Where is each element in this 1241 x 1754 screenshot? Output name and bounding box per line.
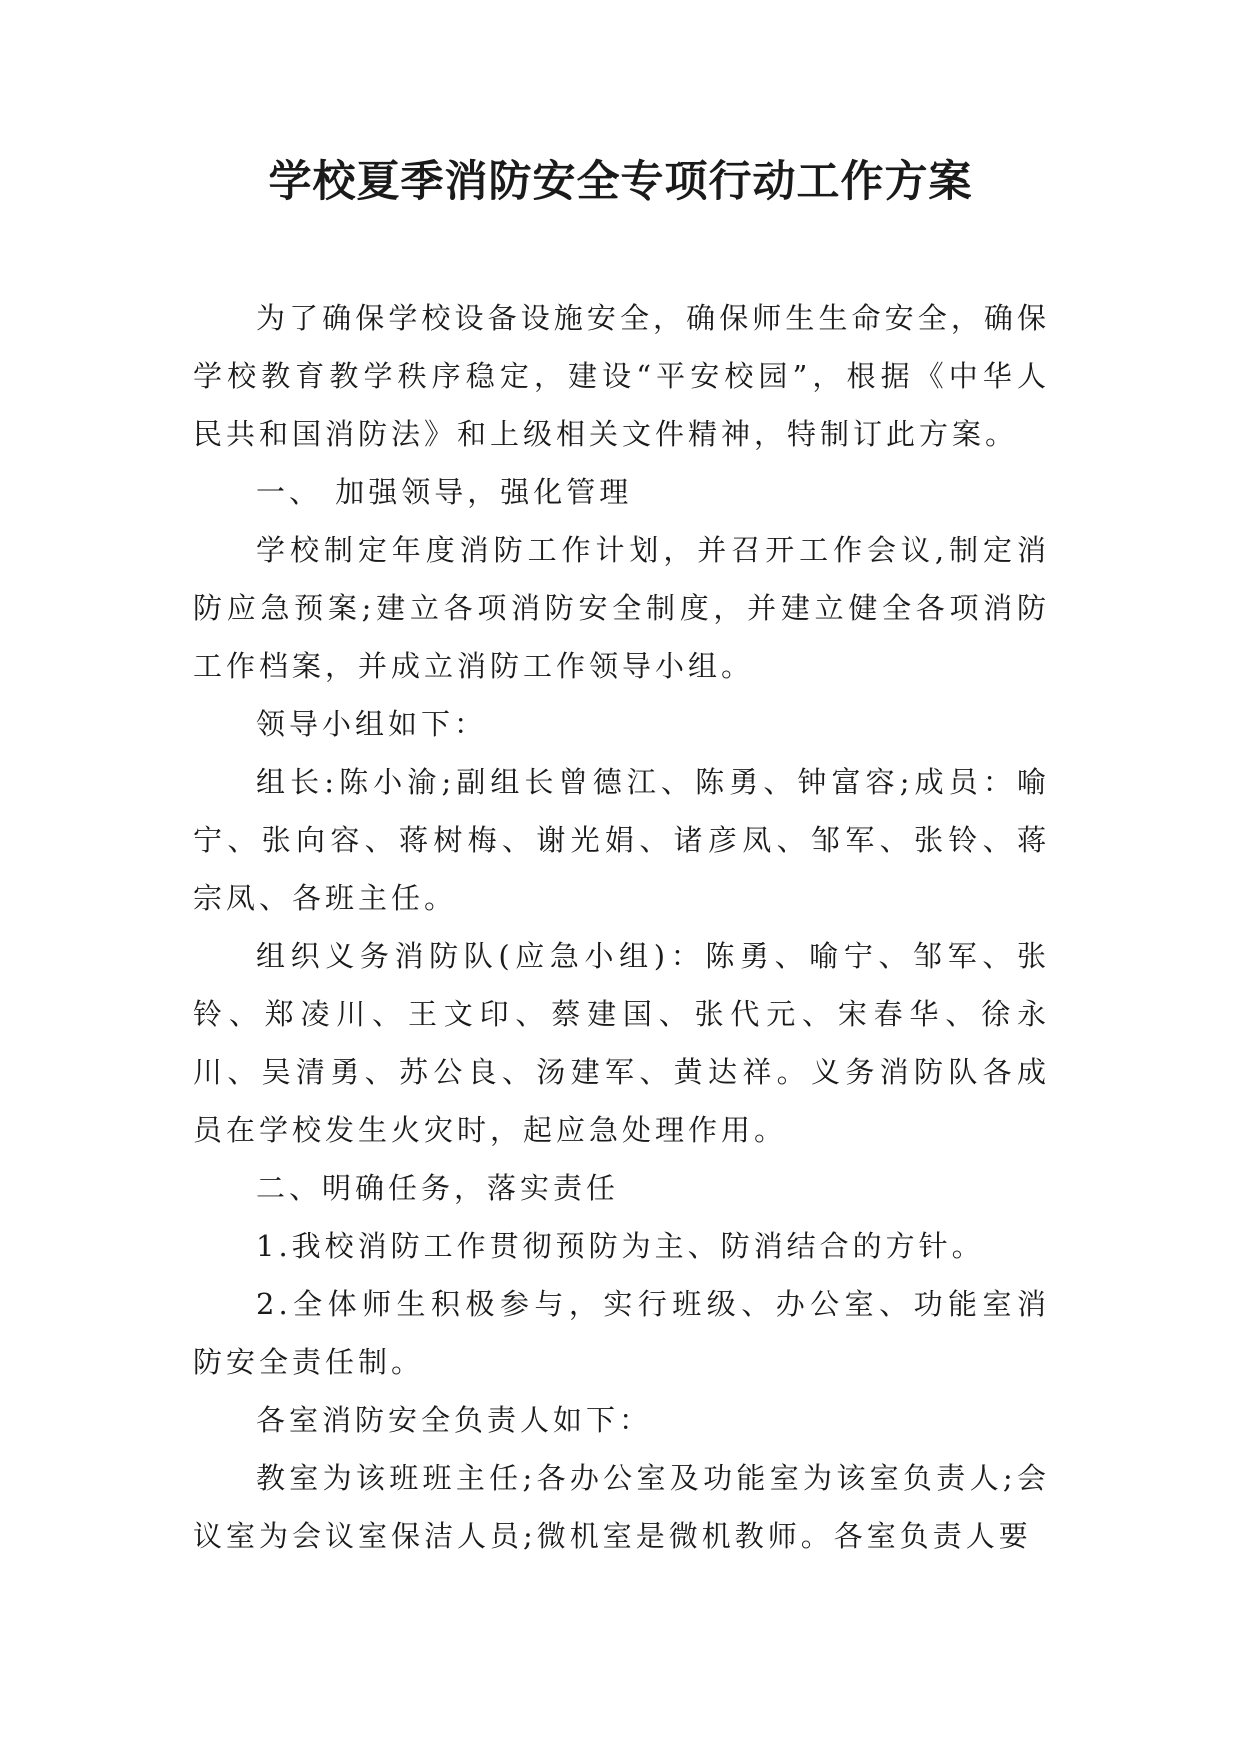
paragraph-leadership-intro: 领导小组如下： — [256, 707, 488, 741]
paragraph-fire-brigade: 组织义务消防队(应急小组)：陈勇、喻宁、邹军、张铃、郑凌川、王文印、蔡建国、张代元、宋春华、徐永川、吴清勇、苏公良、汤建军、黄达祥。义务消防队各成员在学校发生火灾时，起应急处理作用。 — [193, 939, 1050, 1147]
list-item-1: 1.我校消防工作贯彻预防为主、防消结合的方针。 — [256, 1229, 985, 1263]
section-heading-2: 二、明确任务，落实责任 — [256, 1171, 620, 1205]
paragraph-plan: 学校制定年度消防工作计划，并召开工作会议,制定消防应急预案;建立各项消防安全制度，并建立健全各项消防工作档案，并成立消防工作领导小组。 — [193, 533, 1050, 683]
paragraph-room-heads-intro: 各室消防安全负责人如下： — [256, 1403, 653, 1437]
list-item-2: 2.全体师生积极参与，实行班级、办公室、功能室消防安全责任制。 — [193, 1287, 1050, 1379]
paragraph-room-heads: 教室为该班班主任;各办公室及功能室为该室负责人;会议室为会议室保洁人员;微机室是微机教师。各室负责人要 — [193, 1461, 1050, 1553]
section-heading-1: 一、 加强领导，强化管理 — [256, 475, 633, 509]
document-body — [193, 289, 1050, 1565]
paragraph-intro: 为了确保学校设备设施安全，确保师生生命安全，确保学校教育教学秩序稳定，建设“平安校园”，根据《中华人民共和国消防法》和上级相关文件精神，特制订此方案。 — [193, 301, 1050, 451]
paragraph-leadership-members: 组长:陈小渝;副组长曾德江、陈勇、钟富容;成员：喻宁、张向容、蒋树梅、谢光娟、诸彦凤、邹军、张铃、蒋宗凤、各班主任。 — [193, 765, 1050, 915]
document-title: 学校夏季消防安全专项行动工作方案 — [268, 157, 973, 207]
